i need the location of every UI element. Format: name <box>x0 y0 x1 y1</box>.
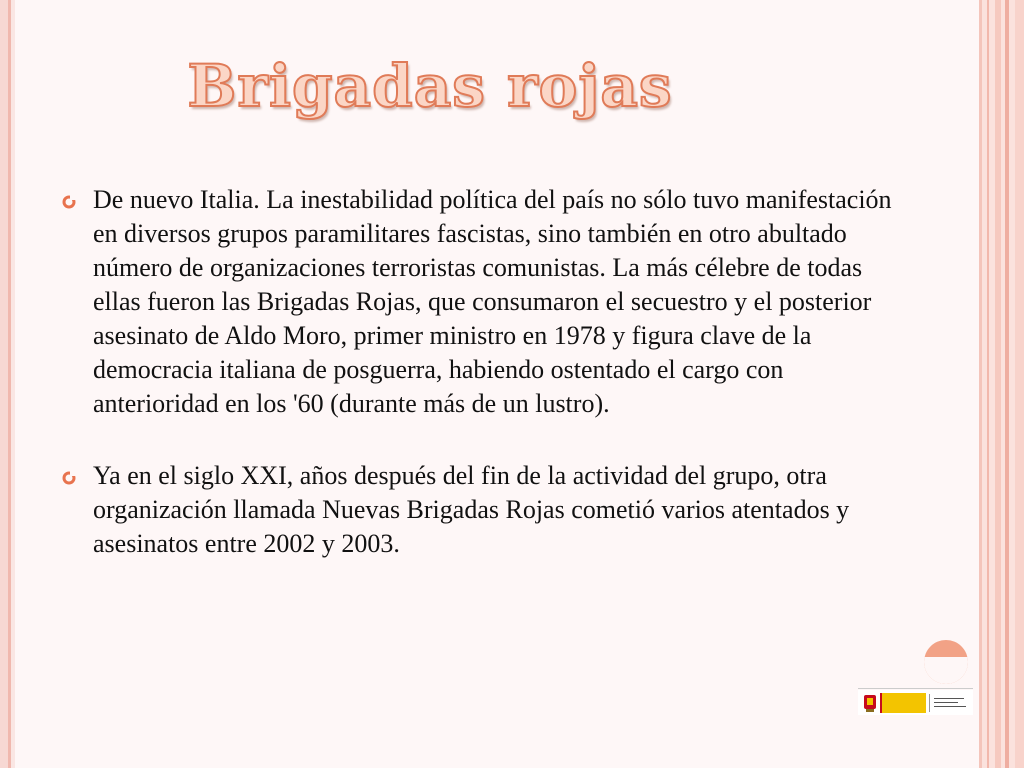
right-border-stripe <box>1015 0 1024 768</box>
circle-bullet-icon <box>62 471 76 485</box>
bullet-text: De nuevo Italia. La inestabilidad política del país no sólo tuvo manifestación en diversos grupos paramilitares fascistas, sino también en otro abultado número de organizaciones terroristas comunistas. La más célebre de todas ellas fueron las Brigadas Rojas, que consumaron el secuestro y el posterior asesinato de Aldo Moro, primer ministro en 1978 y figura clave de la democracia italiana de posguerra, habiendo ostentado el cargo con anterioridad en los '60 (durante más de un lustro). <box>93 185 892 418</box>
logo-divider <box>858 688 973 689</box>
bullet-item <box>62 459 892 561</box>
right-border-stripe <box>987 0 989 768</box>
coat-of-arms-icon <box>862 693 878 713</box>
left-border-stripe <box>0 0 8 768</box>
bullet-text: Ya en el siglo XXI, años después del fin de la actividad del grupo, otra organización llamada Nuevas Brigadas Rojas cometió varios atentados y asesinatos entre 2002 y 2003. <box>93 461 850 558</box>
right-border-stripe <box>979 0 982 768</box>
right-border-stripe <box>995 0 1001 768</box>
bullet-item <box>62 183 892 421</box>
circle-bullet-icon <box>62 195 76 209</box>
slide-title: Brigadas rojas <box>187 52 673 120</box>
logo-text-lines <box>929 694 972 712</box>
government-logo <box>858 690 973 715</box>
bullet-list <box>62 183 892 561</box>
corner-circle-icon <box>924 640 968 684</box>
right-border-stripes <box>979 0 1024 768</box>
logo-flag-bar <box>880 693 926 713</box>
right-border-stripe <box>1005 0 1009 768</box>
